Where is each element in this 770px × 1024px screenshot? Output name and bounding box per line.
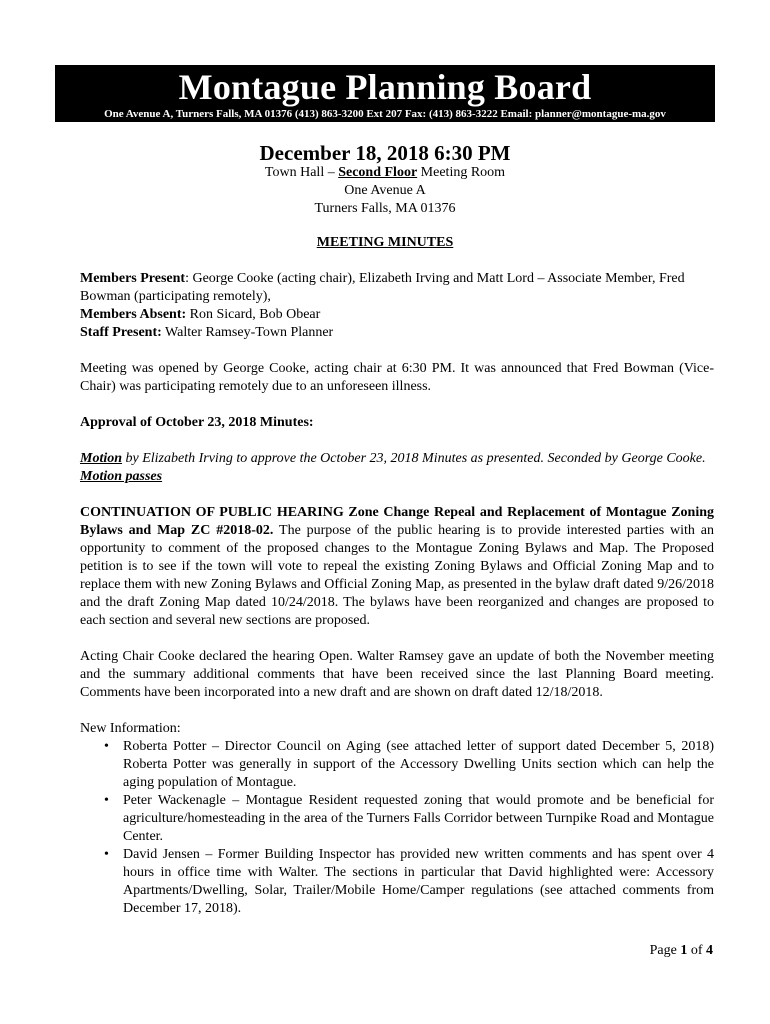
hearing-text: The purpose of the public hearing is to provide interested parties with an opportunity to comment of the proposed changes to the Montague Zoning Bylaws and Map. The Proposed petition is to see if the town will vote to repeal the existing Zoning Bylaws and Official Zoning Map and to replace them with new Zoning Bylaws and Official Zoning Map, as presented in the bylaw draft dated 9/26/2018 and the draft Zoning Map dated 10/24/2018. The bylaws have been reorganized and changes are proposed to each section and several new sections are proposed. bbox=[80, 523, 714, 628]
board-contact-line: One Avenue A, Turners Falls, MA 01376 (413) 863-3200 Ext 207 Fax: (413) 863-3222 Email: planner@montague-ma.gov bbox=[104, 108, 666, 120]
approval-heading: Approval of October 23, 2018 Minutes: bbox=[80, 415, 314, 430]
hearing-paragraph bbox=[80, 504, 714, 630]
page-of-label: of bbox=[687, 943, 706, 958]
meeting-address-line2: Turners Falls, MA 01376 bbox=[314, 201, 456, 216]
hearing-update-paragraph: Acting Chair Cooke declared the hearing Open. Walter Ramsey gave an update of both the November meeting and the summary additional comments that have been received since the last Planning Board meeting. Comments have been incorporated into a new draft and are shown on draft dated 12/18/2018. bbox=[80, 649, 714, 700]
members-present bbox=[80, 270, 714, 306]
letterhead-banner bbox=[55, 65, 715, 122]
new-info-list bbox=[80, 738, 714, 918]
members-present-label: Members Present bbox=[80, 271, 186, 286]
list-item: • David Jensen – Former Building Inspector has provided new written comments and has spent over 4 hours in office time with Walter. The sections in particular that David highlighted were: Accessory Apartments/Dwelling, Solar, Trailer/Mobile Home/Camper regulations (see attached comments from December 17, 2018). bbox=[123, 846, 714, 918]
page-current: 1 bbox=[680, 943, 688, 958]
motion-text: by Elizabeth Irving to approve the October 23, 2018 Minutes as presented. Seconded by George Cooke. bbox=[122, 451, 706, 466]
page-number bbox=[650, 942, 713, 960]
page-total: 4 bbox=[706, 943, 713, 958]
minutes-title: MEETING MINUTES bbox=[316, 235, 454, 250]
members-absent-text: Ron Sicard, Bob Obear bbox=[186, 307, 321, 322]
list-item: • Roberta Potter – Director Council on Aging (see attached letter of support dated December 5, 2018) Roberta Potter was generally in support of the Accessory Dwelling Units section which can help the aging population of Montague. bbox=[123, 738, 714, 792]
location-floor: Second Floor bbox=[338, 165, 418, 180]
hearing-heading: CONTINUATION OF PUBLIC HEARING Zone Change Repeal and Replacement of Montague Zoning Bylaws and Map ZC #2018-02. bbox=[80, 505, 714, 538]
approval-motion bbox=[80, 450, 714, 486]
location-suffix: Meeting Room bbox=[417, 165, 506, 180]
location-prefix: Town Hall – bbox=[264, 165, 339, 180]
staff-present-text: Walter Ramsey-Town Planner bbox=[161, 325, 334, 340]
motion-label: Motion bbox=[80, 451, 123, 466]
members-absent bbox=[80, 306, 714, 324]
page-label: Page bbox=[649, 943, 681, 958]
members-absent-label: Members Absent: bbox=[80, 307, 187, 322]
members-present-text: : George Cooke (acting chair), Elizabeth Irving and Matt Lord – Associate Member, Fred Bowman (participating remotely), bbox=[80, 271, 685, 304]
staff-present bbox=[80, 324, 714, 342]
board-title: Montague Planning Board bbox=[178, 67, 592, 107]
list-item: • Peter Wackenagle – Montague Resident requested zoning that would promote and be beneficial for agriculture/homesteading in the area of the Turners Falls Corridor between Turnpike Road and Montague Center. bbox=[123, 792, 714, 846]
meeting-address-line1: One Avenue A bbox=[344, 183, 426, 198]
opening-paragraph: Meeting was opened by George Cooke, acting chair at 6:30 PM. It was announced that Fred Bowman (Vice-Chair) was participating remotely due to an unforeseen illness. bbox=[80, 361, 714, 394]
meeting-location bbox=[0, 164, 770, 182]
minutes-body bbox=[80, 270, 714, 918]
motion-passes: Motion passes bbox=[80, 469, 163, 484]
new-info-heading: New Information: bbox=[80, 721, 181, 736]
meeting-date: December 18, 2018 6:30 PM bbox=[259, 141, 511, 165]
staff-present-label: Staff Present: bbox=[80, 325, 162, 340]
